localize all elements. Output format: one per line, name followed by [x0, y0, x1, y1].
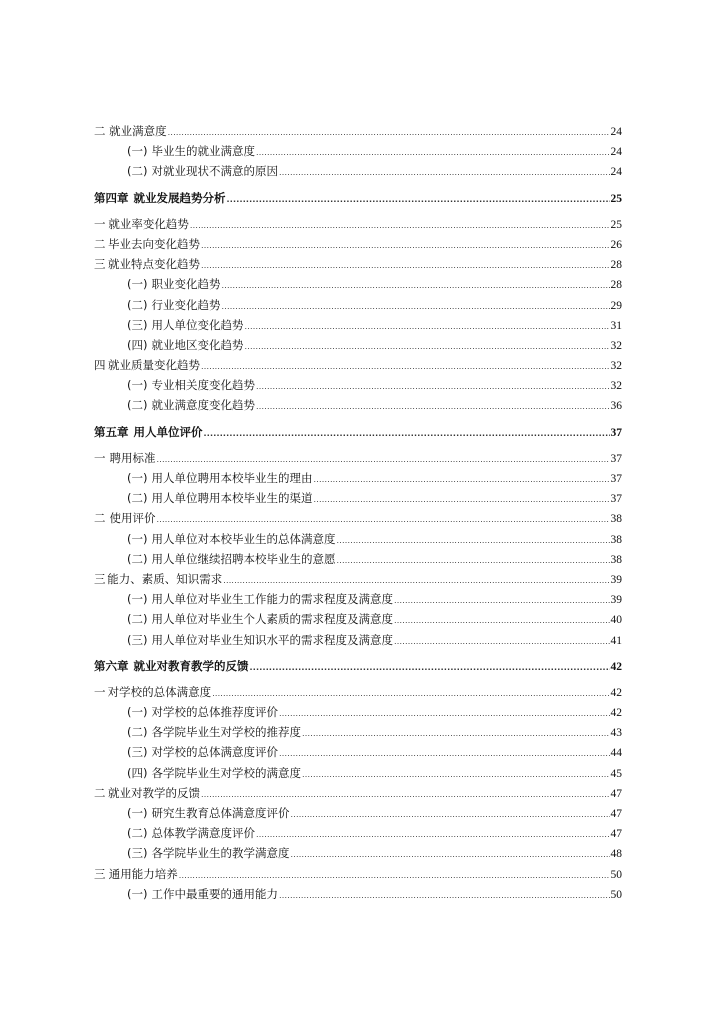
- toc-entry-page-number: 39: [610, 594, 622, 607]
- toc-entry-title: 使用评价: [109, 511, 156, 526]
- toc-entry-page-number: 47: [610, 808, 622, 820]
- toc-entry-page-number: 37: [610, 452, 622, 465]
- toc-entry-title: 用人单位继续招聘本校毕业生的意愿: [151, 551, 336, 566]
- toc-entry-page-number: 25: [610, 192, 622, 205]
- toc-entry-sec[interactable]: [94, 355, 622, 375]
- dot-leader: [290, 845, 609, 865]
- dot-leader: [394, 591, 610, 611]
- toc-entry-number: (一): [127, 806, 148, 820]
- toc-entry-number: 一: [94, 450, 106, 465]
- toc-entry-page-number: 38: [610, 533, 622, 546]
- toc-entry-page-number: 48: [610, 848, 622, 861]
- toc-entry-title: 用人单位评价: [133, 424, 203, 439]
- toc-entry-page-number: 41: [610, 634, 622, 647]
- toc-entry-sec[interactable]: [94, 254, 622, 274]
- toc-entry-title: 就业满意度: [109, 124, 167, 138]
- toc-entry-title: 用人单位对毕业生个人素质的需求程度及满意度: [151, 612, 393, 627]
- toc-entry-title: 各学院毕业生对学校的推荐度: [151, 725, 301, 740]
- toc-entry-sec[interactable]: [94, 682, 622, 702]
- toc-entry-page-number: 28: [610, 259, 622, 272]
- toc-entry-sub[interactable]: [94, 141, 622, 161]
- toc-entry-sec[interactable]: [94, 508, 622, 528]
- toc-entry-sub[interactable]: [94, 803, 622, 823]
- toc-entry-sec[interactable]: [94, 569, 622, 589]
- toc-entry-sub[interactable]: [94, 763, 622, 783]
- toc-entry-chapter[interactable]: [94, 422, 622, 442]
- toc-entry-number: 第四章: [94, 190, 129, 205]
- dot-leader: [313, 490, 609, 510]
- dot-leader: [290, 805, 609, 825]
- toc-entry-number: (一): [127, 592, 148, 607]
- dot-leader: [212, 684, 609, 704]
- toc-entry-page-number: 42: [610, 660, 622, 673]
- toc-entry-number: 二: [94, 236, 106, 251]
- toc-entry-number: 一: [94, 684, 106, 699]
- dot-leader: [250, 658, 610, 678]
- toc-entry-page-number: 50: [610, 888, 622, 901]
- dot-leader: [394, 611, 610, 631]
- dot-leader: [221, 297, 609, 317]
- dot-leader: [302, 724, 610, 744]
- toc-entry-page-number: 32: [610, 339, 622, 352]
- toc-entry-page-number: 40: [610, 614, 622, 627]
- toc-entry-page-number: 32: [610, 360, 622, 373]
- toc-entry-sec[interactable]: [94, 783, 622, 803]
- toc-entry-page-number: 36: [610, 400, 622, 413]
- toc-entry-number: 三: [94, 571, 106, 586]
- toc-entry-title: 对学校的总体满意度评价: [151, 745, 278, 760]
- toc-entry-title: 就业特点变化趋势: [107, 257, 200, 272]
- dot-leader: [223, 571, 609, 591]
- toc-entry-number: 二: [94, 785, 106, 800]
- dot-leader: [221, 276, 609, 296]
- toc-entry-title: 通用能力培养: [108, 866, 178, 881]
- toc-entry-number: (三): [127, 745, 148, 760]
- toc-entry-sub[interactable]: [94, 335, 622, 355]
- dot-leader: [279, 163, 610, 183]
- toc-entry-sub[interactable]: [94, 488, 622, 508]
- dot-leader: [336, 551, 609, 571]
- toc-entry-number: 第六章: [94, 658, 129, 673]
- toc-entry-page-number: 38: [610, 553, 622, 566]
- toc-entry-number: (一): [127, 144, 148, 159]
- toc-entry-title: 对学校的总体满意度: [107, 684, 212, 699]
- toc-entry-sub[interactable]: [94, 395, 622, 415]
- toc-entry-sub[interactable]: [94, 295, 622, 315]
- dot-leader: [156, 510, 609, 530]
- toc-entry-number: 一: [94, 216, 106, 231]
- toc-entry-title: 就业地区变化趋势: [151, 337, 244, 352]
- toc-entry-title: 对学校的总体推荐度评价: [151, 705, 278, 720]
- toc-entry-sub[interactable]: [94, 161, 622, 181]
- toc-entry-title: 用人单位对毕业生知识水平的需求程度及满意度: [151, 632, 393, 647]
- toc-entry-number: 三: [94, 866, 106, 881]
- toc-entry-sec[interactable]: [94, 448, 622, 468]
- toc-entry-page-number: 32: [610, 380, 622, 393]
- toc-entry-page-number: 24: [610, 146, 622, 159]
- toc-entry-page-number: 25: [610, 218, 622, 231]
- toc-entry-page-number: 44: [610, 747, 622, 760]
- toc-entry-title: 行业变化趋势: [151, 297, 221, 312]
- dot-leader: [256, 397, 610, 417]
- toc-entry-number: 四: [94, 358, 106, 373]
- toc-entry-title: 就业率变化趋势: [108, 216, 189, 231]
- toc-entry-title: 工作中最重要的通用能力: [151, 886, 278, 901]
- toc-entry-title: 毕业生的就业满意度: [151, 144, 255, 159]
- toc-entry-sub[interactable]: [94, 742, 622, 762]
- toc-entry-number: (二): [127, 491, 148, 506]
- toc-entry-sec[interactable]: [94, 864, 622, 884]
- dot-leader: [201, 785, 610, 805]
- toc-entry-number: (二): [127, 164, 148, 179]
- toc-entry-sec[interactable]: [94, 121, 622, 141]
- toc-entry-number: (一): [127, 886, 148, 901]
- toc-entry-number: (三): [127, 317, 148, 332]
- toc-entry-page-number: 43: [610, 727, 622, 740]
- toc-entry-page-number: 37: [610, 473, 622, 485]
- toc-entry-number: (一): [127, 531, 148, 546]
- toc-entry-page-number: 31: [610, 319, 622, 332]
- toc-entry-title: 用人单位聘用本校毕业生的渠道: [151, 491, 313, 506]
- dot-leader: [227, 190, 610, 210]
- toc-entry-number: (二): [127, 297, 148, 312]
- toc-entry-number: (三): [127, 632, 148, 647]
- toc-entry-number: (一): [127, 378, 148, 393]
- toc-entry-title: 就业满意度变化趋势: [151, 398, 255, 413]
- toc-entry-sub[interactable]: [94, 529, 622, 549]
- toc-entry-sub[interactable]: [94, 315, 622, 335]
- toc-entry-sub[interactable]: [94, 274, 622, 294]
- toc-entry-page-number: 29: [610, 299, 622, 312]
- toc-entry-number: (三): [127, 846, 148, 861]
- table-of-contents: [94, 121, 622, 904]
- toc-entry-title: 用人单位变化趋势: [151, 317, 244, 332]
- toc-entry-number: (一): [127, 471, 148, 485]
- toc-entry-title: 聘用标准: [109, 450, 156, 465]
- toc-entry-sub[interactable]: [94, 630, 622, 650]
- toc-entry-title: 各学院毕业生对学校的满意度: [151, 765, 301, 780]
- dot-leader: [394, 632, 610, 652]
- toc-entry-sec[interactable]: [94, 234, 622, 254]
- toc-entry-page-number: 37: [610, 426, 622, 439]
- toc-entry-page-number: 37: [610, 493, 622, 506]
- toc-entry-page-number: 45: [610, 767, 622, 780]
- toc-entry-page-number: 24: [610, 166, 622, 179]
- toc-entry-sub[interactable]: [94, 702, 622, 722]
- toc-entry-number: (一): [127, 705, 148, 720]
- dot-leader: [256, 825, 610, 845]
- dot-leader: [244, 317, 609, 337]
- dot-leader: [279, 704, 610, 724]
- dot-leader: [256, 377, 610, 397]
- dot-leader: [201, 236, 610, 256]
- toc-entry-number: 第五章: [94, 424, 129, 439]
- toc-entry-title: 对就业现状不满意的原因: [151, 164, 278, 179]
- toc-entry-page-number: 38: [610, 513, 622, 526]
- toc-entry-number: (一): [127, 277, 148, 292]
- dot-leader: [201, 256, 610, 276]
- toc-entry-number: 三: [94, 257, 106, 272]
- toc-entry-sub[interactable]: [94, 722, 622, 742]
- toc-entry-title: 就业质量变化趋势: [107, 358, 200, 373]
- toc-entry-sub[interactable]: [94, 549, 622, 569]
- toc-entry-number: (二): [127, 826, 148, 841]
- toc-entry-page-number: 47: [610, 828, 622, 841]
- toc-entry-title: 就业发展趋势分析: [133, 190, 226, 205]
- toc-entry-page-number: 28: [610, 279, 622, 292]
- dot-leader: [336, 531, 609, 551]
- toc-entry-title: 能力、素质、知识需求: [107, 571, 223, 586]
- toc-entry-number: (二): [127, 398, 148, 413]
- toc-entry-number: (二): [127, 725, 148, 740]
- toc-entry-title: 用人单位聘用本校毕业生的理由: [151, 471, 313, 485]
- dot-leader: [201, 357, 610, 377]
- toc-entry-number: (四): [127, 337, 148, 352]
- toc-entry-title: 专业相关度变化趋势: [151, 378, 255, 393]
- toc-entry-page-number: 42: [610, 707, 622, 720]
- toc-entry-sub[interactable]: [94, 823, 622, 843]
- toc-entry-page-number: 24: [610, 126, 622, 138]
- toc-entry-title: 职业变化趋势: [151, 277, 221, 292]
- toc-entry-page-number: 39: [610, 573, 622, 586]
- toc-entry-number: 二: [94, 124, 106, 138]
- toc-entry-page-number: 47: [610, 787, 622, 800]
- toc-entry-page-number: 42: [610, 686, 622, 699]
- toc-entry-page-number: 50: [610, 868, 622, 881]
- toc-entry-sub[interactable]: [94, 884, 622, 904]
- toc-entry-title: 研究生教育总体满意度评价: [151, 806, 290, 820]
- dot-leader: [302, 765, 610, 785]
- dot-leader: [244, 337, 609, 357]
- toc-entry-sub[interactable]: [94, 468, 622, 488]
- dot-leader: [313, 470, 609, 490]
- dot-leader: [204, 424, 610, 444]
- toc-entry-title: 就业对教育教学的反馈: [133, 658, 249, 673]
- dot-leader: [179, 866, 610, 886]
- dot-leader: [256, 143, 610, 163]
- dot-leader: [168, 123, 610, 143]
- toc-entry-title: 各学院毕业生的教学满意度: [151, 846, 290, 861]
- toc-entry-chapter[interactable]: [94, 656, 622, 676]
- toc-entry-sub[interactable]: [94, 843, 622, 863]
- dot-leader: [279, 744, 610, 764]
- dot-leader: [279, 886, 610, 906]
- toc-entry-sec[interactable]: [94, 214, 622, 234]
- dot-leader: [190, 216, 610, 236]
- toc-entry-title: 用人单位对本校毕业生的总体满意度: [151, 531, 336, 546]
- toc-entry-title: 毕业去向变化趋势: [107, 236, 200, 251]
- toc-entry-number: (二): [127, 612, 148, 627]
- toc-entry-page-number: 26: [610, 238, 622, 251]
- toc-entry-number: 二: [94, 511, 106, 526]
- toc-entry-sub[interactable]: [94, 375, 622, 395]
- toc-entry-number: (四): [127, 765, 148, 780]
- toc-entry-title: 用人单位对毕业生工作能力的需求程度及满意度: [151, 592, 393, 607]
- toc-entry-title: 就业对教学的反馈: [107, 785, 200, 800]
- toc-entry-title: 总体教学满意度评价: [151, 826, 255, 841]
- toc-entry-sub[interactable]: [94, 589, 622, 609]
- toc-entry-number: (二): [127, 551, 148, 566]
- dot-leader: [156, 450, 609, 470]
- toc-entry-sub[interactable]: [94, 609, 622, 629]
- toc-entry-chapter[interactable]: [94, 188, 622, 208]
